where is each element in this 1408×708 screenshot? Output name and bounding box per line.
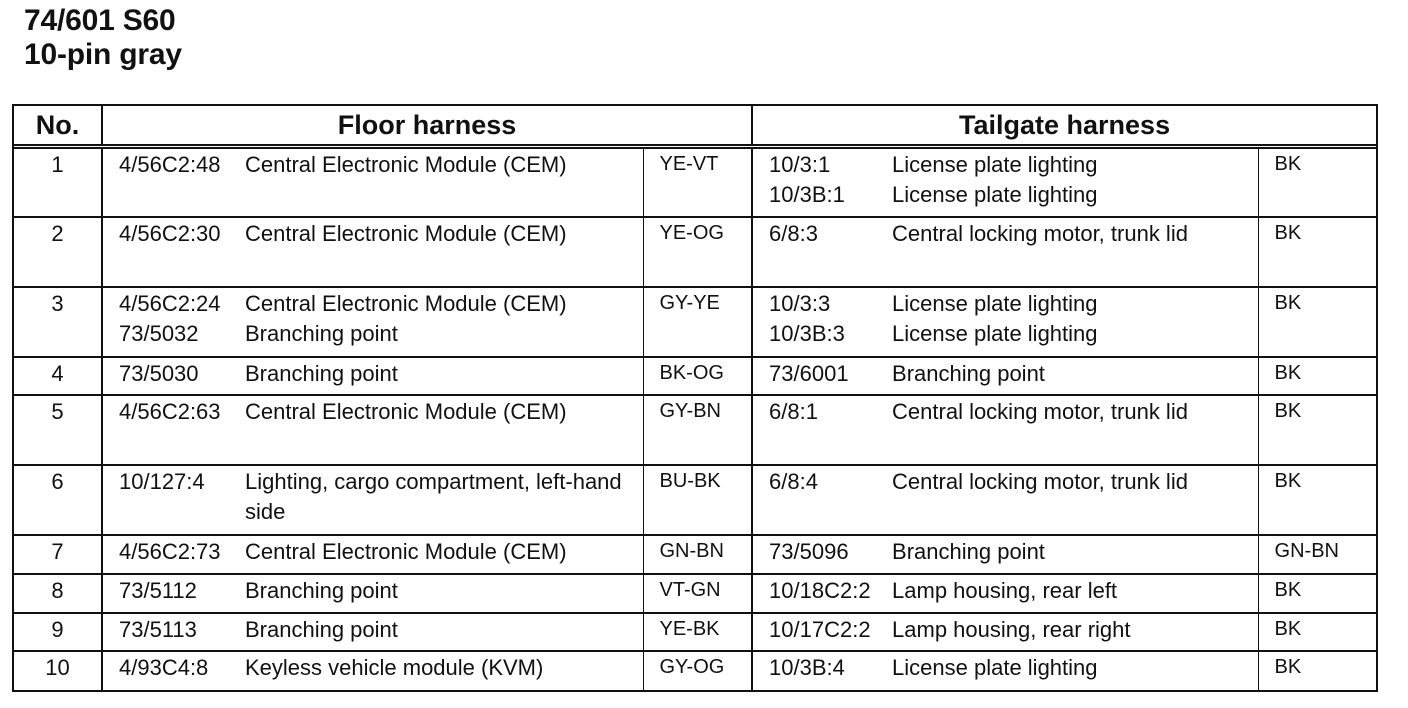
floor-connector-code	[102, 217, 245, 287]
table-body	[14, 147, 1376, 691]
table-row	[14, 574, 1376, 613]
tailgate-connector-code	[752, 287, 892, 357]
floor-description-line: Central Electronic Module (CEM)	[245, 220, 567, 246]
table-row	[14, 651, 1376, 690]
tailgate-description-line: License plate lighting	[892, 182, 1098, 207]
tailgate-connector-code	[752, 147, 892, 217]
floor-description-line: Lighting, cargo compartment, left-hand side	[245, 469, 622, 525]
pin-number: 3	[14, 287, 102, 357]
floor-connector-code-line: 4/56C2:48	[119, 152, 221, 177]
table-header-row	[14, 106, 1376, 147]
tailgate-connector-code-line: 10/3B:1	[769, 182, 845, 207]
pin-number: 6	[14, 465, 102, 535]
pin-number: 9	[14, 613, 102, 652]
floor-connector-code	[102, 574, 245, 613]
tailgate-connector-code-line: 73/6001	[769, 360, 849, 386]
floor-connector-code	[102, 535, 245, 574]
tailgate-connector-code-line: 10/3:3	[769, 290, 831, 316]
tailgate-wire-color: BK	[1258, 217, 1376, 287]
tailgate-connector-code-line: 6/8:3	[769, 220, 818, 246]
floor-wire-color: BU-BK	[643, 465, 752, 535]
floor-description	[245, 147, 643, 217]
floor-description-line: Branching point	[245, 320, 398, 346]
pin-number: 7	[14, 535, 102, 574]
pin-number: 5	[14, 395, 102, 465]
floor-connector-code-line: 4/56C2:73	[119, 539, 221, 565]
tailgate-description-line: Lamp housing, rear left	[892, 577, 1118, 603]
floor-connector-code-line: 10/127:4	[119, 469, 205, 495]
tailgate-connector-code-line: 6/8:4	[769, 469, 818, 495]
tailgate-wire-color: BK	[1258, 147, 1376, 217]
pin-number: 4	[14, 357, 102, 396]
tailgate-description	[892, 287, 1258, 357]
table-row	[14, 147, 1376, 217]
floor-description	[245, 357, 643, 396]
tailgate-wire-color: GN-BN	[1258, 535, 1376, 574]
tailgate-description-line: Branching point	[892, 360, 1045, 386]
tailgate-connector-code-line: 10/18C2:2	[769, 577, 871, 603]
tailgate-wire-color: BK	[1258, 613, 1376, 652]
floor-description-line: Central Electronic Module (CEM)	[245, 152, 567, 177]
floor-connector-code	[102, 465, 245, 535]
floor-description	[245, 287, 643, 357]
floor-wire-color: VT-GN	[643, 574, 752, 613]
floor-wire-color: YE-VT	[643, 147, 752, 217]
tailgate-wire-color: BK	[1258, 395, 1376, 465]
table-row	[14, 357, 1376, 396]
table-row	[14, 535, 1376, 574]
tailgate-description-line: Lamp housing, rear right	[892, 616, 1131, 642]
tailgate-description	[892, 535, 1258, 574]
table-row	[14, 395, 1376, 465]
tailgate-connector-code-line: 10/17C2:2	[769, 616, 871, 642]
floor-wire-color: GY-BN	[643, 395, 752, 465]
tailgate-description	[892, 613, 1258, 652]
tailgate-connector-code	[752, 651, 892, 690]
pin-number: 1	[14, 147, 102, 217]
tailgate-description	[892, 651, 1258, 690]
pinout-table	[12, 104, 1378, 692]
floor-wire-color: GY-YE	[643, 287, 752, 357]
floor-connector-code	[102, 287, 245, 357]
floor-description-line: Keyless vehicle module (KVM)	[245, 655, 544, 681]
floor-wire-color: BK-OG	[643, 357, 752, 396]
table-row	[14, 287, 1376, 357]
tailgate-connector-code	[752, 217, 892, 287]
floor-description	[245, 217, 643, 287]
header-tailgate-harness: Tailgate harness	[752, 106, 1376, 147]
floor-description-line: Branching point	[245, 616, 398, 642]
floor-connector-code	[102, 613, 245, 652]
tailgate-description-line: License plate lighting	[892, 290, 1098, 316]
connector-id: 74/601 S60	[24, 4, 176, 37]
tailgate-description	[892, 395, 1258, 465]
tailgate-description	[892, 217, 1258, 287]
floor-description	[245, 574, 643, 613]
floor-wire-color: YE-BK	[643, 613, 752, 652]
floor-description-line: Branching point	[245, 577, 398, 603]
floor-connector-code	[102, 651, 245, 690]
tailgate-description-line: License plate lighting	[892, 655, 1098, 681]
tailgate-wire-color: BK	[1258, 651, 1376, 690]
floor-connector-code-line: 4/56C2:30	[119, 220, 221, 246]
tailgate-wire-color: BK	[1258, 574, 1376, 613]
tailgate-wire-color: BK	[1258, 357, 1376, 396]
floor-description-line: Central Electronic Module (CEM)	[245, 399, 567, 425]
floor-description	[245, 613, 643, 652]
floor-description-line: Branching point	[245, 360, 398, 386]
tailgate-connector-code-line: 73/5096	[769, 539, 849, 565]
table-row	[14, 613, 1376, 652]
tailgate-connector-code	[752, 395, 892, 465]
floor-connector-code-line: 73/5113	[119, 616, 197, 642]
tailgate-connector-code-line: 10/3:1	[769, 152, 831, 177]
floor-connector-code-line: 73/5030	[119, 360, 199, 386]
floor-connector-code-line: 4/93C4:8	[119, 655, 209, 681]
tailgate-connector-code	[752, 574, 892, 613]
floor-wire-color: GY-OG	[643, 651, 752, 690]
floor-wire-color: YE-OG	[643, 217, 752, 287]
tailgate-description-line: Central locking motor, trunk lid	[892, 220, 1188, 246]
tailgate-description-line: Central locking motor, trunk lid	[892, 469, 1188, 495]
tailgate-description-line: Central locking motor, trunk lid	[892, 399, 1188, 425]
table-row	[14, 217, 1376, 287]
floor-connector-code-line: 4/56C2:63	[119, 399, 221, 425]
floor-connector-code-line: 73/5112	[119, 577, 197, 603]
document-title	[24, 4, 182, 72]
tailgate-description	[892, 357, 1258, 396]
floor-connector-code-line: 4/56C2:24	[119, 290, 221, 316]
tailgate-connector-code	[752, 465, 892, 535]
floor-description	[245, 651, 643, 690]
pin-number: 10	[14, 651, 102, 690]
header-no: No.	[14, 106, 102, 147]
floor-description	[245, 395, 643, 465]
pin-number: 8	[14, 574, 102, 613]
tailgate-connector-code	[752, 613, 892, 652]
tailgate-connector-code	[752, 357, 892, 396]
floor-description	[245, 465, 643, 535]
tailgate-description-line: License plate lighting	[892, 320, 1098, 346]
tailgate-description	[892, 574, 1258, 613]
table-row	[14, 465, 1376, 535]
floor-wire-color: GN-BN	[643, 535, 752, 574]
floor-connector-code	[102, 147, 245, 217]
tailgate-description	[892, 465, 1258, 535]
floor-connector-code	[102, 357, 245, 396]
floor-description	[245, 535, 643, 574]
tailgate-connector-code	[752, 535, 892, 574]
tailgate-connector-code-line: 10/3B:3	[769, 320, 845, 346]
floor-description-line: Central Electronic Module (CEM)	[245, 290, 567, 316]
tailgate-description	[892, 147, 1258, 217]
floor-description-line: Central Electronic Module (CEM)	[245, 539, 567, 565]
header-floor-harness: Floor harness	[102, 106, 752, 147]
pin-number: 2	[14, 217, 102, 287]
tailgate-description-line: License plate lighting	[892, 152, 1098, 177]
floor-connector-code-line: 73/5032	[119, 320, 199, 346]
tailgate-connector-code-line: 10/3B:4	[769, 655, 845, 681]
tailgate-wire-color: BK	[1258, 287, 1376, 357]
tailgate-connector-code-line: 6/8:1	[769, 399, 818, 425]
tailgate-description-line: Branching point	[892, 539, 1045, 565]
connector-description: 10-pin gray	[24, 38, 182, 71]
tailgate-wire-color: BK	[1258, 465, 1376, 535]
floor-connector-code	[102, 395, 245, 465]
